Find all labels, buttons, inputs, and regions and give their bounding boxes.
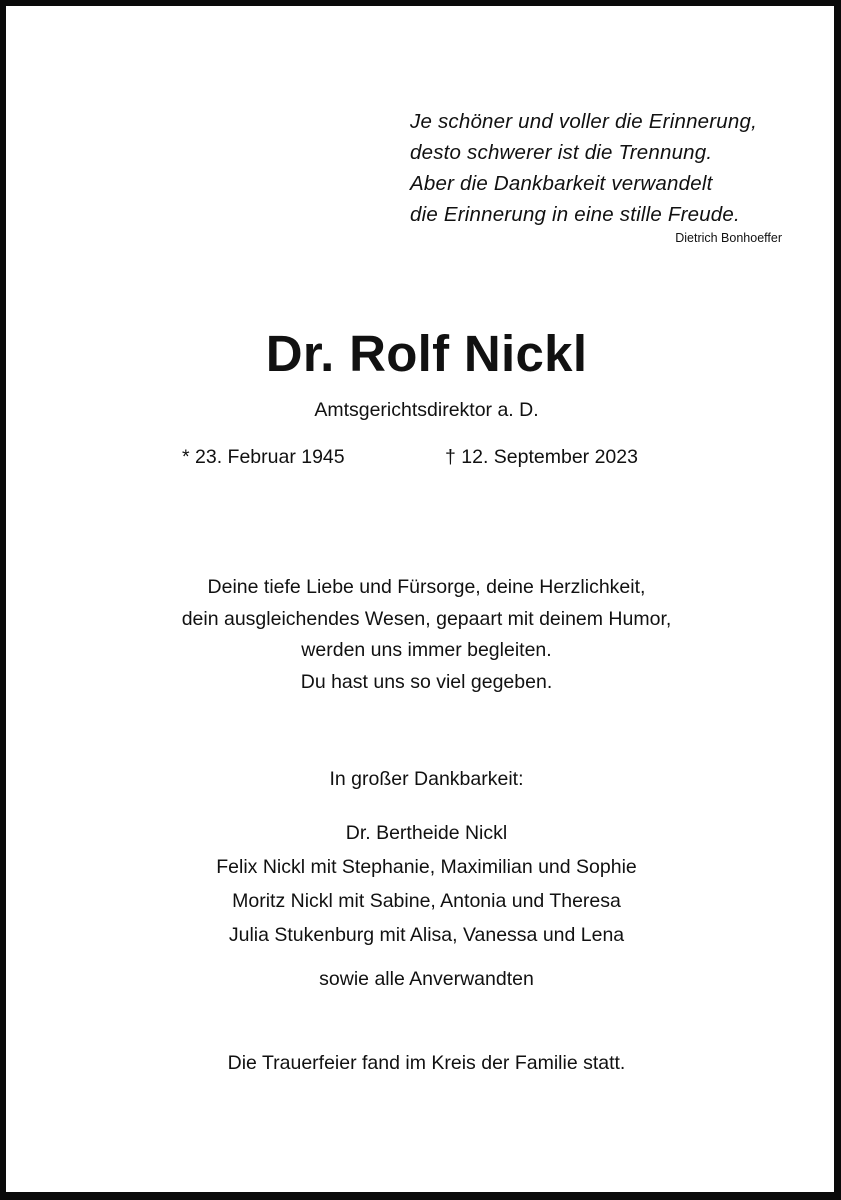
tribute-line: Deine tiefe Liebe und Fürsorge, deine Herzlichkeit, [207,576,646,598]
quote-line: die Erinnerung in eine stille Freude. [410,203,740,226]
birth-date: * 23. Februar 1945 [182,446,345,468]
quote-line: Je schöner und voller die Erinnerung, [410,110,757,133]
mourner-name: Felix Nickl mit Stephanie, Maximilian und Sophie [216,856,637,878]
mourners-list [6,816,841,952]
bonhoeffer-quote [410,106,757,230]
relatives-line: sowie alle Anverwandten [319,968,534,990]
tribute-text [6,572,841,698]
quote-line: Aber die Dankbarkeit verwandelt [410,172,713,195]
death-date: † 12. September 2023 [445,446,638,468]
mourner-name: Moritz Nickl mit Sabine, Antonia und Theresa [232,890,621,912]
quote-author: Dietrich Bonhoeffer [675,231,782,245]
funeral-note: Die Trauerfeier fand im Kreis der Familie statt. [227,1052,626,1074]
mourner-name: Julia Stukenburg mit Alisa, Vanessa und Lena [228,924,625,946]
tribute-line: Du hast uns so viel gegeben. [300,670,553,693]
deceased-title: Amtsgerichtsdirektor a. D. [314,399,539,421]
tribute-line: werden uns immer begleiten. [301,639,552,661]
tribute-line: dein ausgleichendes Wesen, gepaart mit deinem Humor, [181,607,672,630]
deceased-name: Dr. Rolf Nickl [265,325,588,382]
mourners-heading: In großer Dankbarkeit: [329,768,524,790]
mourner-name: Dr. Bertheide Nickl [345,822,508,844]
quote-line: desto schwerer ist die Trennung. [410,141,713,164]
